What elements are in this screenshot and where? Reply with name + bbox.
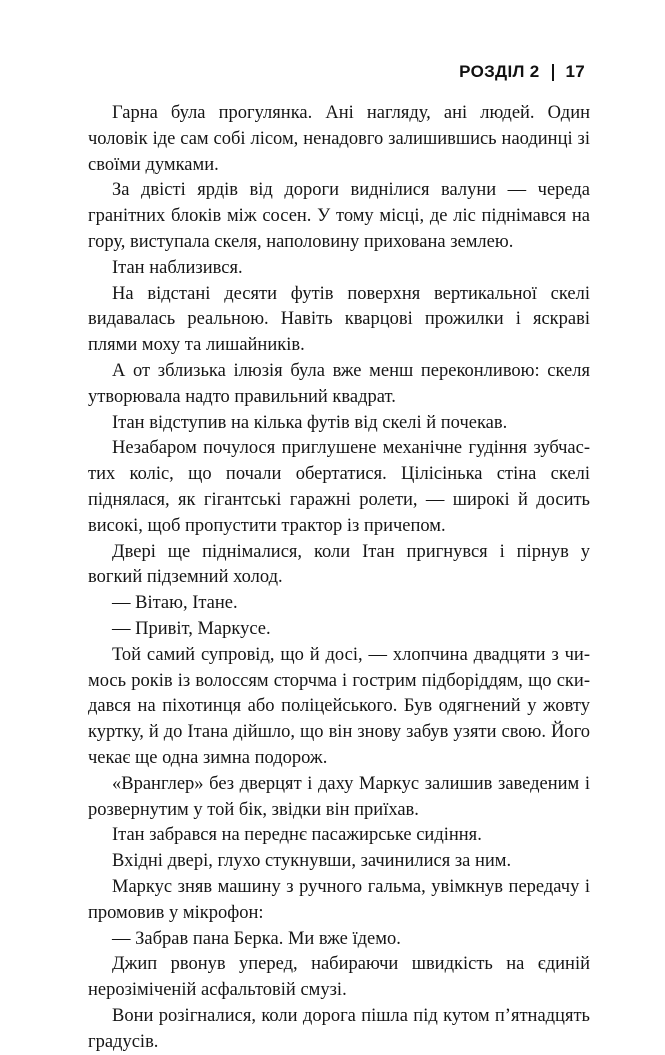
paragraph: Ітан відступив на кілька футів від скелі й почекав.	[112, 412, 508, 433]
paragraph: Вони розігналися, коли дорога пішла під кутом п’ятнадцять градусів.	[88, 1005, 590, 1052]
paragraph: Двері ще піднімалися, коли Ітан пригнувся і пірнув у вогкий підземний холод.	[88, 541, 590, 588]
body-text	[88, 101, 590, 1055]
running-head	[459, 60, 585, 84]
header-divider	[552, 64, 554, 81]
paragraph: Гарна була прогулянка. Ані нагляду, ані людей. Один чоловік іде сам собі лісом, ненадовго залишившись наодинці зі своїми думками.	[88, 103, 590, 175]
paragraph: За двісті ярдів від дороги виднілися валуни — череда гранітних блоків між сосен. У тому місці, де ліс піднімався на гору, виступала скеля, наполовину прихована землею.	[88, 180, 590, 252]
dialogue-line: — Привіт, Маркусе.	[112, 618, 271, 639]
paragraph: Ітан наблизився.	[112, 257, 243, 278]
paragraph: Той самий супровід, що й досі, — хлопчина двадцяти з чимось років із волоссям сторчма і гострим підборіддям, що скидався на піхотинця або поліцейського. Був одягнений у жовту куртку, й до Ітана дійшло, що він знову забув узяти свою. Його чекає ще одна зимна подорож.	[88, 644, 590, 768]
paragraph: Ітан забрався на переднє пасажирське сидіння.	[112, 825, 482, 846]
paragraph: Незабаром почулося приглушене механічне гудіння зубчастих коліс, що почали обертатися. Цілісінька стіна скелі піднялася, як гігантські гаражні ролети, — широкі й досить високі, щоб пропустити трактор із причепом.	[88, 438, 590, 536]
paragraph: «Вранглер» без дверцят і даху Маркус залишив заведеним і розвернутим у той бік, звідки він приїхав.	[88, 773, 590, 820]
paragraph: На відстані десяти футів поверхня вертикальної скелі видавалась реальною. Навіть кварцові прожилки і яскраві плями моху та лишайників.	[88, 283, 590, 356]
page-number: 17	[565, 62, 585, 81]
chapter-title: РОЗДІЛ 2	[459, 62, 540, 81]
paragraph: Джип рвонув уперед, набираючи швидкість на єдиній нерозіміченій асфальтовій смузі.	[88, 954, 590, 1001]
paragraph: А от зблизька ілюзія була вже менш переконливою: скеля утворювала надто правильний квадрат.	[88, 360, 590, 407]
dialogue-line: — Вітаю, Ітане.	[112, 593, 238, 614]
paragraph: Маркус зняв машину з ручного гальма, увімкнув передачу і промовив у мікрофон:	[88, 876, 590, 923]
dialogue-line: — Забрав пана Берка. Ми вже їдемо.	[112, 928, 401, 949]
paragraph: Вхідні двері, глухо стукнувши, зачинилися за ним.	[112, 851, 512, 872]
